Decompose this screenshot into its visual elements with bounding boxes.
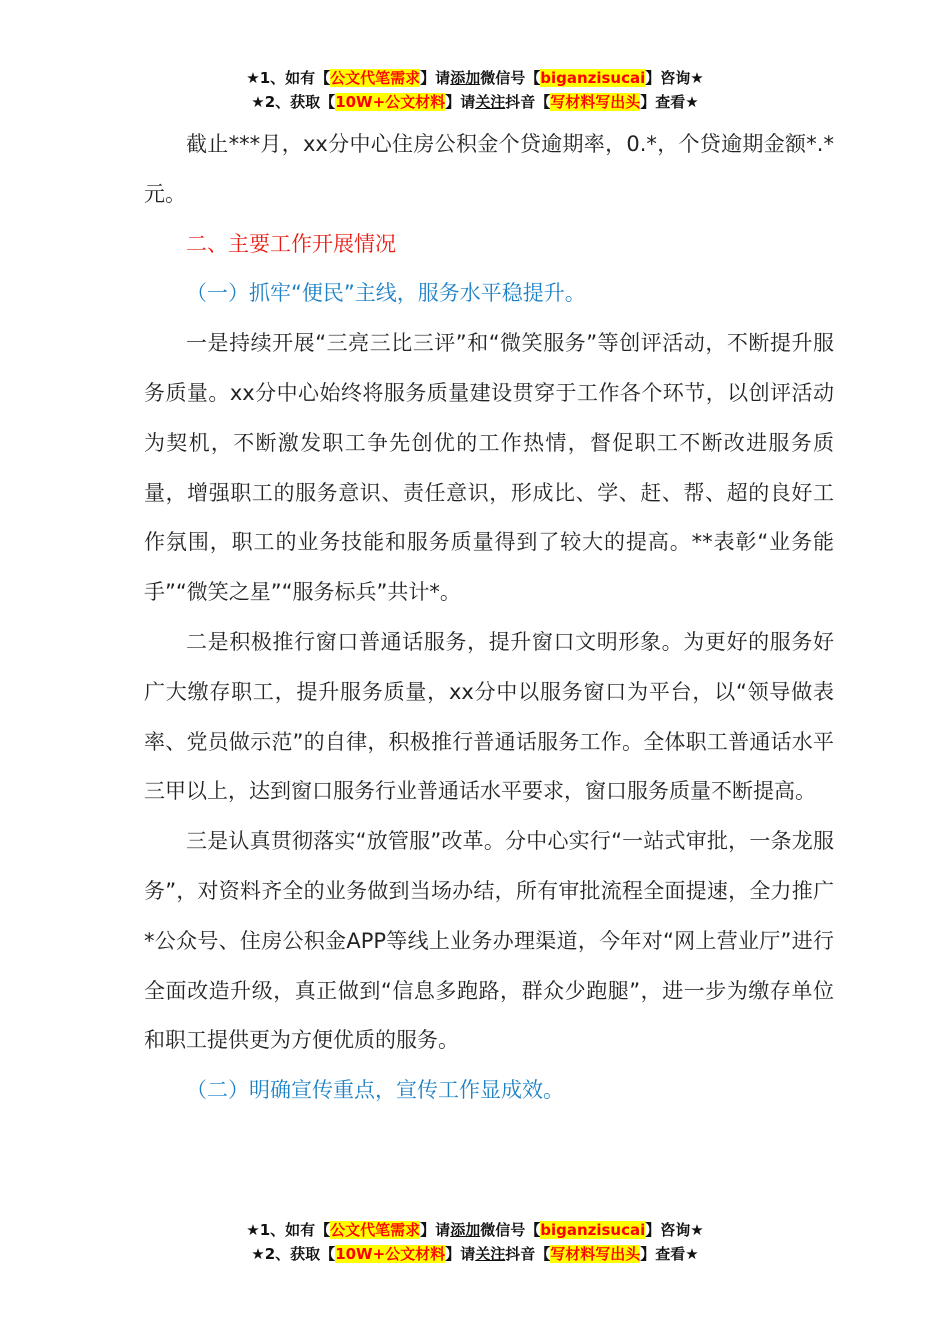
banner-text: ★2、获取【	[251, 1245, 336, 1263]
banner-text: 微信号【	[480, 69, 541, 87]
banner-text: 】查看★	[640, 93, 699, 111]
footer-banner	[0, 1218, 950, 1266]
banner-text: ★1、如有【	[246, 1221, 331, 1239]
banner-highlight: 公文代笔需求	[330, 1221, 421, 1239]
subsection-heading: （二）明确宣传重点，宣传工作显成效。	[186, 1078, 564, 1103]
paragraph-reform: 三是认真贯彻落实“放管服”改革。分中心实行“一站式审批，一条龙服务”，对资料齐全的业务做到当场办结，所有审批流程全面提速，全力推广*公众号、住房公积金APP等线上业务办理渠道，今年对“网上营业厅”进行全面改造升级，真正做到“信息多跑路，群众少跑腿”，进一步为缴存单位和职工提供更为方便优质的服务。	[144, 829, 834, 1053]
banner-text: 】咨询★	[645, 1221, 704, 1239]
banner-text: ★1、如有【	[246, 69, 331, 87]
subsection-heading: （一）抓牢“便民”主线，服务水平稳提升。	[186, 281, 586, 306]
banner-underlined: 添加	[450, 1221, 481, 1239]
banner-text: 】查看★	[640, 1245, 699, 1263]
banner-highlight: 10W+公文材料	[335, 93, 446, 111]
banner-underlined: 添加	[450, 69, 481, 87]
banner-highlight: biganzisucai	[540, 1221, 646, 1239]
banner-underlined: 关注	[475, 93, 506, 111]
banner-highlight: 10W+公文材料	[335, 1245, 446, 1263]
banner-highlight: 公文代笔需求	[330, 69, 421, 87]
banner-text: 】请	[420, 1221, 451, 1239]
banner-text: 抖音【	[505, 93, 551, 111]
header-banner	[0, 66, 950, 114]
banner-text: 】请	[420, 69, 451, 87]
banner-highlight: 写材料写出头	[550, 93, 641, 111]
banner-text: 抖音【	[505, 1245, 551, 1263]
banner-line-1	[0, 66, 950, 90]
banner-line-1	[0, 1218, 950, 1242]
paragraph-mandarin-service: 二是积极推行窗口普通话服务，提升窗口文明形象。为更好的服务好广大缴存职工，提升服务质量，xx分中以服务窗口为平台，以“领导做表率、党员做示范”的自律，积极推行普通话服务工作。全体职工普通话水平三甲以上，达到窗口服务行业普通话水平要求，窗口服务质量不断提高。	[144, 629, 834, 804]
paragraph-service-quality: 一是持续开展“三亮三比三评”和“微笑服务”等创评活动，不断提升服务质量。xx分中心始终将服务质量建设贯穿于工作各个环节，以创评活动为契机，不断激发职工争先创优的工作热情，督促职工不断改进服务质量，增强职工的服务意识、责任意识，形成比、学、赶、帮、超的良好工作氛围，职工的业务技能和服务质量得到了较大的提高。**表彰“业务能手”“微笑之星”“服务标兵”共计*。	[144, 331, 834, 605]
banner-highlight: 写材料写出头	[550, 1245, 641, 1263]
banner-text: 微信号【	[480, 1221, 541, 1239]
banner-text: ★2、获取【	[251, 93, 336, 111]
banner-line-2	[0, 90, 950, 114]
banner-line-2	[0, 1242, 950, 1266]
banner-highlight: biganzisucai	[540, 69, 646, 87]
document-body	[144, 120, 834, 1116]
paragraph-overdue-rate: 截止***月，xx分中心住房公积金个贷逾期率，0.*，个贷逾期金额*.*元。	[144, 132, 834, 206]
section-heading: 二、主要工作开展情况	[186, 231, 396, 256]
banner-underlined: 关注	[475, 1245, 506, 1263]
banner-text: 】请	[445, 93, 476, 111]
banner-text: 】咨询★	[645, 69, 704, 87]
banner-text: 】请	[445, 1245, 476, 1263]
